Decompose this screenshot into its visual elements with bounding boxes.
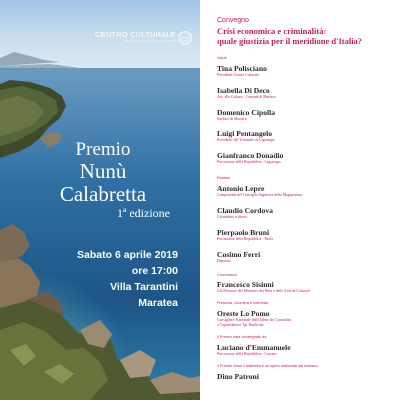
event-venue: Villa Tarantini [110, 281, 178, 293]
event-time: ore 17:00 [131, 265, 178, 277]
event-details [54, 247, 178, 311]
logo-emblem-icon [178, 31, 192, 45]
relatore-name: Cosimo Ferri [217, 250, 261, 259]
convegno-title-line2: quale giustizia per il meridione d'Italia? [217, 35, 363, 46]
saluti-role: Procuratore della Repubblica - Lagonegro [217, 160, 281, 164]
logo-subtitle: José María Castañeda • Maratea [123, 39, 176, 43]
saluti-name: Tina Polisciano [217, 64, 267, 73]
title-calabretta: Calabretta [59, 182, 147, 206]
title-premio: Premio [75, 139, 131, 160]
title-edition: 1ª edizione [117, 206, 170, 220]
moderatore-label: Presenta, coordina e intervista [217, 301, 269, 305]
premio-label: Il Premio sarà consegnato da [217, 335, 267, 339]
centro-culturale-logo [88, 30, 198, 48]
saluti-role: Sindaco di Maratea [217, 117, 247, 121]
event-city: Maratea [138, 297, 178, 309]
relatore-role: Componente del Consiglio Superiore della Magistratura [217, 193, 303, 197]
convegno-title [217, 27, 397, 46]
convegno-title-line1: Crisi economica e criminalità: [217, 26, 327, 36]
saluti-name: Isabella Di Deco [217, 86, 270, 95]
moderatore-role-line1: Consigliere Nazionale dell'Ordine dei Giornalisti [217, 318, 292, 322]
premio-name: Luciano d'Emmanuele [217, 343, 291, 352]
title-nunu: Nunù [79, 159, 127, 183]
saluti-role: Presidente del Tribunale di Lagonegro [217, 138, 276, 142]
premio-role: Procuratore della Repubblica - Cassino [217, 352, 277, 356]
saluti-label: Saluti [217, 56, 227, 60]
relatore-name: Pierpaolo Bruni [217, 228, 270, 237]
relatore-name: Claudio Cordova [217, 206, 273, 215]
moderatore-role-line2: e Caporedattore Tgr Basilicata [217, 323, 264, 327]
relatori-label: Relatori [217, 176, 231, 180]
relatore-name: Antonio Lepre [217, 184, 265, 193]
relatore-role: Procuratore della Repubblica - Paola [217, 237, 273, 241]
conclusioni-name: Francesco Sisinni [217, 280, 274, 289]
saluti-role: Presidente Centro Culturale [217, 73, 260, 77]
saluti-name: Luigi Pentangelo [217, 129, 273, 138]
opera-label: Il Premio Nunù Calabretta è un'opera realizzata dal maestro [217, 364, 318, 368]
event-date: Sabato 6 aprile 2019 [77, 249, 178, 261]
relatore-role: Deputato [217, 259, 231, 263]
opera-artist-name: Dino Patroni [217, 372, 259, 381]
convegno-label: Convegno [217, 17, 249, 24]
saluti-name: Domenico Cipolla [217, 108, 276, 117]
saluti-role: Ass. alla Cultura - Comune di Maratea [217, 95, 276, 99]
conclusioni-label: Conclusioni [217, 273, 237, 277]
conclusioni-role: Già Direttore del Ministero dei Beni e delle Attività Culturali [217, 289, 310, 293]
program-panel [200, 0, 400, 400]
saluti-name: Gianfranco Donadio [217, 151, 284, 160]
logo-name: CENTRO CULTURALE [95, 30, 176, 39]
relatore-role: Giornalista scrittore [217, 215, 248, 219]
moderatore-name: Oreste Lo Pomo [217, 309, 270, 318]
